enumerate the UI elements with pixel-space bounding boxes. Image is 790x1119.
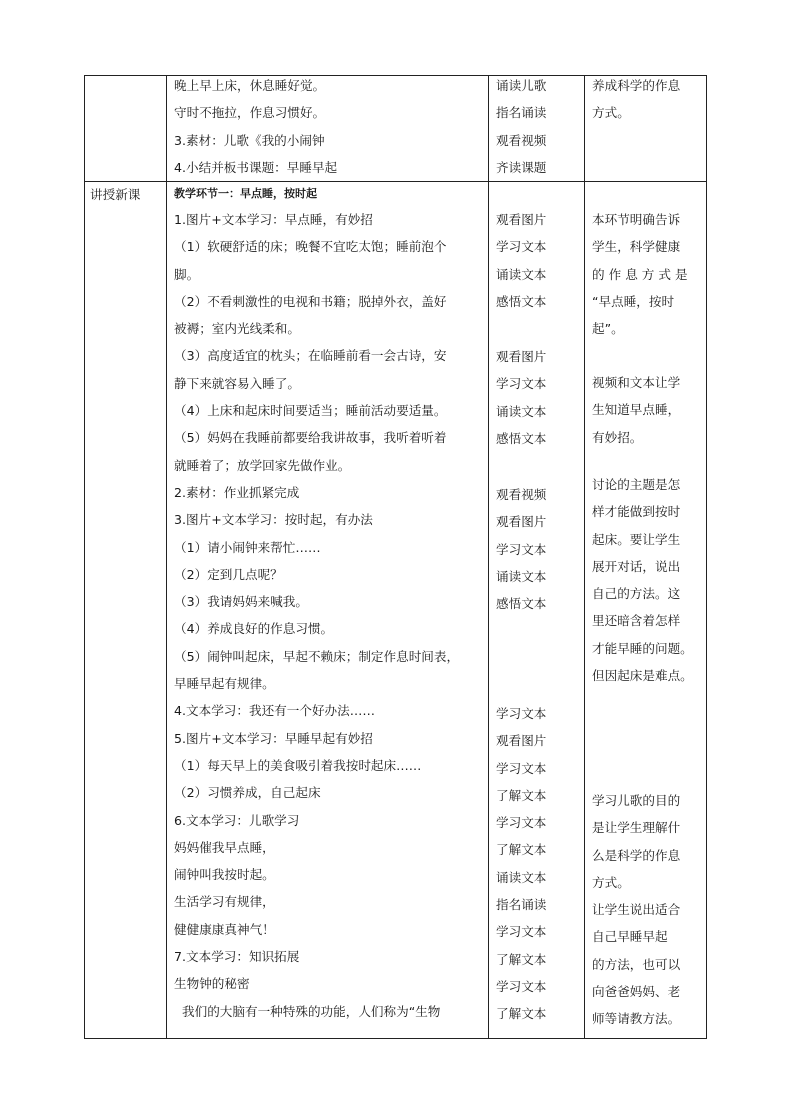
activity-item: 指名诵读 bbox=[496, 897, 547, 913]
row2-activity-cell bbox=[496, 700, 546, 1028]
content-line: （3）高度适宜的枕头；在临睡前看一会古诗，安 bbox=[174, 348, 447, 364]
activity-item: 观看图片 bbox=[496, 514, 547, 530]
row2-content-cell bbox=[174, 185, 317, 203]
activity-item: 观看视频 bbox=[496, 132, 547, 148]
content-line: （1）请小闹钟来帮忙…… bbox=[174, 539, 321, 555]
row2-intent-cell bbox=[592, 369, 680, 451]
activity-item: 学习文本 bbox=[496, 760, 547, 776]
content-line: （2）定到几点呢？ bbox=[174, 566, 283, 582]
content-line: 被褥；室内光线柔和。 bbox=[174, 321, 300, 337]
content-line: 妈妈催我早点睡， bbox=[174, 839, 275, 855]
intent-line: 学生，科学健康 bbox=[592, 239, 681, 255]
intent-line: 么是科学的作息 bbox=[592, 847, 681, 863]
activity-item: 学习文本 bbox=[496, 706, 547, 721]
content-line: （5）妈妈在我睡前都要给我讲故事，我听着听着 bbox=[174, 430, 447, 446]
activity-item: 诵读儿歌 bbox=[496, 78, 547, 93]
row1-activity-cell bbox=[496, 72, 546, 181]
content-line: 4.小结并板书课题：早睡早起 bbox=[174, 159, 338, 175]
content-line: 我们的大脑有一种特殊的功能，人们称为“生物 bbox=[182, 1003, 441, 1019]
activity-item: 学习文本 bbox=[496, 815, 547, 831]
content-line: 守时不拖拉，作息习惯好。 bbox=[174, 105, 326, 121]
activity-item: 观看视频 bbox=[496, 487, 547, 502]
intent-line: 自己的方法。这 bbox=[592, 586, 681, 602]
content-line: 脚。 bbox=[174, 266, 200, 282]
row2-activity-cell bbox=[496, 206, 546, 315]
intent-line: 养成科学的作息 bbox=[592, 78, 681, 93]
content-line: （1）每天早上的美食吸引着我按时起床…… bbox=[174, 757, 422, 773]
intent-line: 才能早睡的问题。 bbox=[592, 640, 693, 656]
intent-line: 的方法，也可以 bbox=[592, 956, 681, 972]
intent-line: 讨论的主题是怎 bbox=[592, 477, 681, 492]
activity-item: 诵读文本 bbox=[496, 869, 547, 885]
intent-line: 让学生说出适合 bbox=[592, 902, 681, 918]
content-line: 3.素材：儿歌《我的小闹钟 bbox=[174, 132, 325, 148]
column-divider bbox=[584, 75, 585, 1039]
content-line: 1.图片+文本学习：早点睡，有妙招 bbox=[174, 212, 373, 227]
content-line: 静下来就容易入睡了。 bbox=[174, 375, 300, 391]
intent-line: 展开对话，说出 bbox=[592, 558, 681, 574]
intent-line: 方式。 bbox=[592, 874, 630, 890]
activity-item: 诵读文本 bbox=[496, 266, 547, 282]
intent-line: “早点睡，按时 bbox=[592, 293, 675, 309]
activity-item: 指名诵读 bbox=[496, 105, 547, 121]
content-line: （3）我请妈妈来喊我。 bbox=[174, 594, 308, 610]
activity-item: 学习文本 bbox=[496, 239, 547, 255]
activity-item: 观看图片 bbox=[496, 349, 547, 364]
content-line: 早睡早起有规律。 bbox=[174, 676, 275, 692]
content-line: （4）养成良好的作息习惯。 bbox=[174, 621, 334, 637]
column-divider bbox=[488, 75, 489, 1039]
intent-line: 里还暗含着怎样 bbox=[592, 613, 681, 629]
content-line: 晚上早上床，休息睡好觉。 bbox=[174, 78, 326, 93]
row2-intent-cell bbox=[592, 787, 680, 1033]
row2-content-cell bbox=[174, 206, 459, 1025]
row2-activity-cell bbox=[496, 481, 546, 617]
intent-line: 但因起床是难点。 bbox=[592, 668, 693, 684]
activity-item: 齐读课题 bbox=[496, 159, 547, 175]
content-line: 7.文本学习：知识拓展 bbox=[174, 949, 300, 965]
content-line: 2.素材：作业抓紧完成 bbox=[174, 484, 300, 500]
content-line: 就睡着了；放学回家先做作业。 bbox=[174, 457, 351, 473]
activity-item: 观看图片 bbox=[496, 212, 547, 227]
content-line: 3.图片+文本学习：按时起，有办法 bbox=[174, 512, 373, 528]
column-divider bbox=[166, 75, 167, 1039]
section-heading: 教学环节一：早点睡，按时起 bbox=[174, 187, 317, 200]
activity-item: 诵读文本 bbox=[496, 403, 547, 419]
activity-item: 了解文本 bbox=[496, 1006, 547, 1022]
intent-line: 视频和文本让学 bbox=[592, 375, 681, 390]
intent-line: 是让学生理解什 bbox=[592, 820, 681, 836]
activity-item: 诵读文本 bbox=[496, 568, 547, 584]
intent-line: 起床。要让学生 bbox=[592, 531, 681, 547]
activity-item: 感悟文本 bbox=[496, 293, 547, 309]
activity-item: 感悟文本 bbox=[496, 596, 547, 612]
lesson-plan-table bbox=[84, 75, 707, 1039]
activity-item: 学习文本 bbox=[496, 978, 547, 994]
activity-item: 了解文本 bbox=[496, 787, 547, 803]
content-line: 4.文本学习：我还有一个好办法…… bbox=[174, 703, 375, 719]
row1-content-cell bbox=[174, 72, 337, 181]
content-line: 5.图片+文本学习：早睡早起有妙招 bbox=[174, 730, 373, 746]
intent-line: 方式。 bbox=[592, 105, 630, 121]
intent-line: 自己早睡早起 bbox=[592, 929, 668, 945]
intent-line: 向爸爸妈妈、老 bbox=[592, 984, 681, 1000]
content-line: （4）上床和起床时间要适当；睡前活动要适量。 bbox=[174, 403, 447, 419]
content-line: 生活学习有规律， bbox=[174, 894, 275, 910]
activity-item: 学习文本 bbox=[496, 376, 547, 392]
intent-line: 生知道早点睡， bbox=[592, 402, 681, 418]
table-border-right bbox=[706, 75, 707, 1039]
content-line: 6.文本学习：儿歌学习 bbox=[174, 812, 300, 828]
content-line: （2）不看刺激性的电视和书籍；脱掉外衣，盖好 bbox=[174, 293, 447, 309]
content-line: 闹钟叫我按时起。 bbox=[174, 867, 275, 883]
content-line: （1）软硬舒适的床；晚餐不宜吃太饱；睡前泡个 bbox=[174, 239, 447, 255]
table-border-left bbox=[84, 75, 85, 1039]
intent-line: 本环节明确告诉 bbox=[592, 212, 681, 227]
row2-intent-cell bbox=[592, 206, 688, 342]
activity-item: 感悟文本 bbox=[496, 430, 547, 446]
intent-line: 有妙招。 bbox=[592, 429, 643, 445]
intent-line: 的 作 息 方 式 是 bbox=[592, 266, 688, 282]
content-line: 健健康康真神气！ bbox=[174, 921, 275, 937]
intent-line: 学习儿歌的目的 bbox=[592, 793, 681, 808]
content-line: （5）闹钟叫起床，早起不赖床；制定作息时间表， bbox=[174, 648, 460, 664]
row2-intent-cell bbox=[592, 471, 693, 689]
row2-activity-cell bbox=[496, 343, 546, 452]
intent-line: 起”。 bbox=[592, 321, 624, 337]
category-label: 讲授新课 bbox=[90, 187, 141, 202]
activity-item: 观看图片 bbox=[496, 733, 547, 749]
intent-line: 师等请教方法。 bbox=[592, 1011, 681, 1027]
intent-line: 样才能做到按时 bbox=[592, 504, 681, 520]
activity-item: 学习文本 bbox=[496, 541, 547, 557]
content-line: （2）习惯养成，自己起床 bbox=[174, 785, 321, 801]
table-border-bottom bbox=[84, 1038, 707, 1039]
row1-intent-cell bbox=[592, 72, 680, 127]
activity-item: 学习文本 bbox=[496, 924, 547, 940]
activity-item: 了解文本 bbox=[496, 842, 547, 858]
content-line: 生物钟的秘密 bbox=[174, 976, 250, 992]
activity-item: 了解文本 bbox=[496, 951, 547, 967]
